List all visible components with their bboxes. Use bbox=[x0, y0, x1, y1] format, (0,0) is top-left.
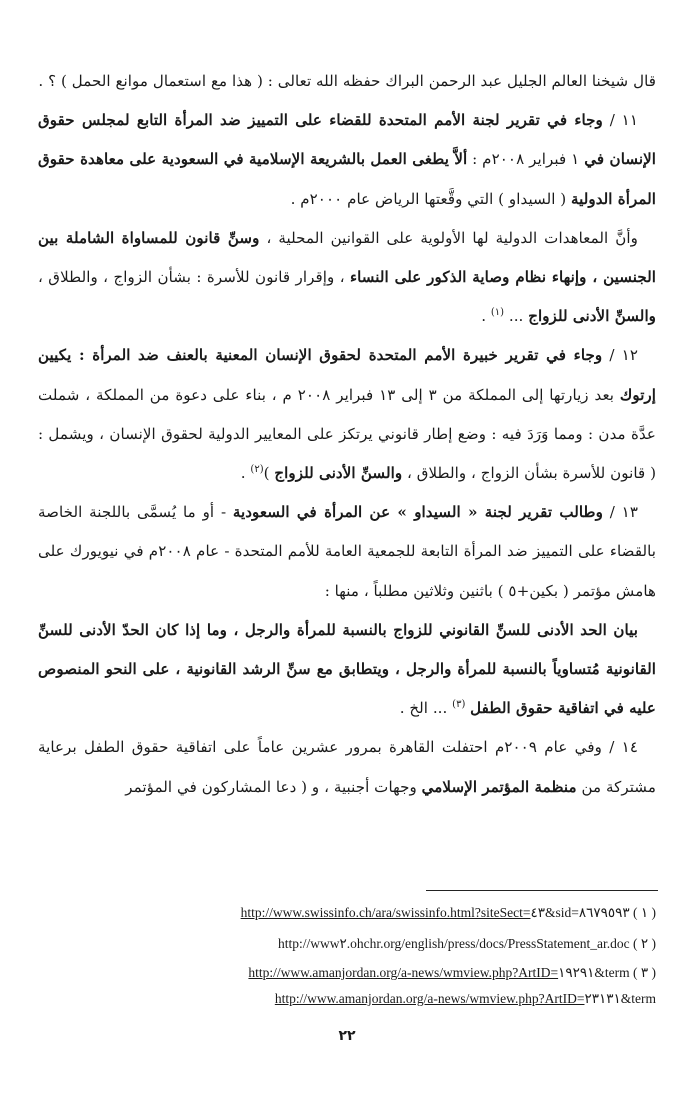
page-number: ٢٢ bbox=[338, 1028, 356, 1044]
item-number: ١٤ / bbox=[601, 738, 638, 757]
footnote-link[interactable]: http://www.swissinfo.ch/ara/swissinfo.html?siteSect= bbox=[240, 905, 531, 920]
footnote-2 bbox=[36, 936, 656, 952]
footnote-1 bbox=[36, 905, 656, 921]
text: ( السيداو ) التي وقَّعتها الرياض عام ٢٠٠٠م . bbox=[290, 189, 572, 208]
text: وفي عام ٢٠٠٩م احتفلت القاهرة بمرور عشرين عاماً على اتفاقية حقوق الطفل برعاية مشتركة من bbox=[38, 738, 656, 796]
text: ... الخ . bbox=[399, 699, 453, 718]
paragraph-2 bbox=[38, 101, 656, 219]
footnote-ref: (٣) bbox=[452, 699, 466, 711]
item-number: ١٣ / bbox=[602, 503, 638, 522]
bold-text: وطالب تقرير لجنة « السيداو » عن المرأة في السعودية bbox=[232, 503, 603, 522]
paragraph-6 bbox=[38, 611, 656, 729]
paragraph-4 bbox=[38, 336, 656, 493]
footnote-link-tail: ٢٣١٣١&term bbox=[584, 991, 656, 1006]
footnote-ref: (٢) bbox=[250, 463, 264, 475]
footnote-link[interactable]: http://www٢.ohchr.org/english/press/docs/PressStatement_ar.doc bbox=[277, 936, 630, 951]
footnote-3-continued bbox=[36, 991, 656, 1007]
text: بعد زيارتها إلى المملكة من ٣ إلى ١٣ فبراير ٢٠٠٨ م ، بناء على دعوة من المملكة ، شملت عدَّة مدن : ومما وَرَدَ فيه : وضع إطار قانوني يرتكز على المعايير الدولية لحقوق الإنسان ، ويشمل : ( قانون للأسرة بشأن الزواج ، والطلاق ، bbox=[38, 385, 656, 483]
text: وأنَّ المعاهدات الدولية لها الأولوية على القوانين المحلية ، bbox=[259, 228, 638, 247]
footnote-link-tail: ١٩٢٩١&term bbox=[558, 965, 630, 980]
text: وجهات أجنبية ، و ( دعا المشاركون في المؤتمر bbox=[125, 777, 422, 796]
footnote-ref: (١) bbox=[490, 307, 505, 319]
bold-text: وجاء في تقرير خبيرة الأمم المتحدة لحقوق الإنسان المعنية بالعنف ضد المرأة : يكيين إرتوك bbox=[38, 346, 656, 404]
text: ، وإقرار قانون للأسرة : بشأن الزواج ، والطلاق ، bbox=[38, 268, 350, 287]
paragraph-3 bbox=[38, 219, 656, 337]
text: . bbox=[240, 464, 251, 483]
footnote-link-tail: ٤٣&sid=٨٦٧٩٥٩٣ bbox=[530, 905, 630, 920]
footnote-link[interactable]: http://www.amanjordan.org/a-news/wmview.php?ArtID= bbox=[248, 965, 559, 980]
footnote-divider bbox=[426, 890, 658, 891]
footnote-mark: ( ٣ ) bbox=[632, 965, 656, 980]
bold-text: وسنِّ قانون للمساواة الشاملة بين الجنسين ، وإنهاء نظام وصاية الذكور على النساء bbox=[38, 228, 656, 287]
footnote-link[interactable]: http://www.amanjordan.org/a-news/wmview.php?ArtID= bbox=[274, 991, 585, 1006]
item-number: ١٢ / bbox=[602, 346, 638, 365]
footnote-3 bbox=[36, 965, 656, 981]
paragraph-7 bbox=[38, 728, 656, 806]
text: قال شيخنا العالم الجليل عبد الرحمن البراك حفظه الله تعالى : ( هذا مع استعمال موانع الحمل ) ؟ . bbox=[38, 72, 656, 90]
text: ) bbox=[263, 464, 275, 483]
bold-text: بيان الحد الأدنى للسنِّ القانوني للزواج بالنسبة للمرأة والرجل ، وما إذا كان الحدّ الأدنى للسنِّ القانونية مُتساوياً بالنسبة للمرأة والرجل ، ويتطابق مع سنِّ الرشد القانونية ، على النحو المنصوص عليه في اتفاقية حقوق الطفل bbox=[38, 620, 656, 718]
body-text bbox=[38, 62, 656, 807]
text: ١ فبراير ٢٠٠٨م : bbox=[467, 150, 585, 169]
paragraph-1 bbox=[38, 62, 656, 101]
text: ... bbox=[504, 307, 529, 326]
text: . bbox=[481, 307, 491, 326]
bold-text: والسنِّ الأدنى للزواج bbox=[528, 307, 656, 326]
paragraph-5 bbox=[38, 493, 656, 611]
bold-text: وجاء في تقرير لجنة الأمم المتحدة للقضاء على التمييز ضد المرأة التابع لمجلس حقوق الإنسان في bbox=[38, 111, 656, 169]
bold-text: ألاَّ يطغى العمل بالشريعة الإسلامية في السعودية على معاهدة حقوق المرأة الدولية bbox=[38, 150, 656, 208]
item-number: ١١ / bbox=[602, 111, 638, 130]
footnote-mark: ( ٢ ) bbox=[632, 936, 656, 951]
footnote-mark: ( ١ ) bbox=[632, 905, 656, 920]
bold-text: منظمة المؤتمر الإسلامي bbox=[421, 777, 577, 796]
text: - أو ما يُسمَّى باللجنة الخاصة بالقضاء على التمييز ضد المرأة التابعة للجمعية العامة للأمم المتحدة - عام ٢٠٠٨م في نيويورك على هامش مؤتمر ( بكين+٥ ) باثنين وثلاثين مطلباً ، منها : bbox=[38, 503, 656, 600]
bold-text: والسنِّ الأدنى للزواج bbox=[274, 464, 403, 483]
